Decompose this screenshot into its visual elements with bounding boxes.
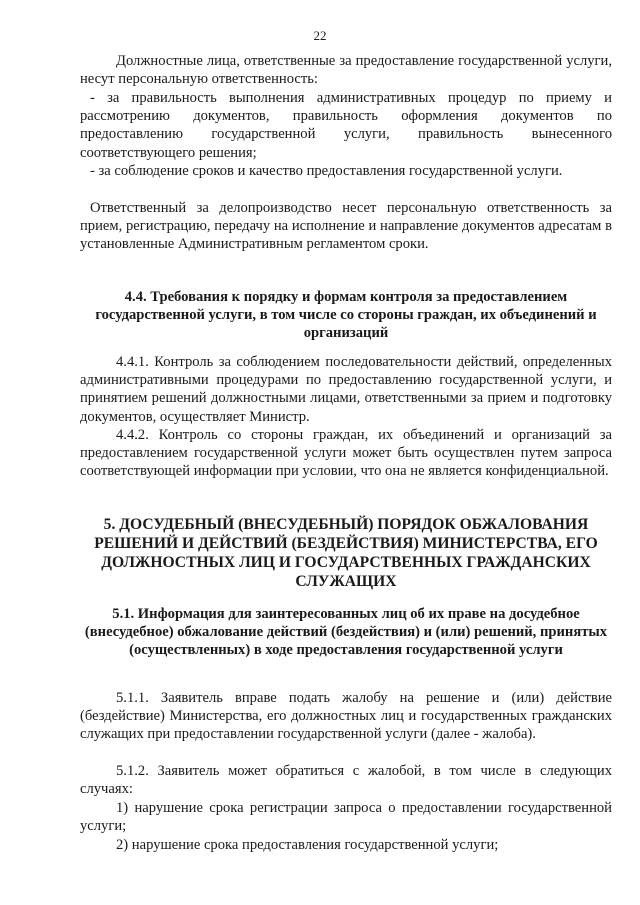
paragraph-5-1-1: 5.1.1. Заявитель вправе подать жалобу на решение и (или) действие (бездействие) Министерства, его должностных лиц и государственных гражданских служащих при предоставлении государственной услуги (далее - жалоба). [80, 690, 612, 743]
paragraph-5-1-2: 5.1.2. Заявитель может обратиться с жалобой, в том числе в следующих случаях: [80, 763, 612, 798]
paragraph-records-officer: Ответственный за делопроизводство несет персональную ответственность за прием, регистрацию, передачу на исполнение и направление документов адресатам в установленные Административным регламентом сроки. [80, 200, 612, 253]
list-item-1: 1) нарушение срока регистрации запроса о предоставлении государственной услуги; [80, 800, 612, 835]
heading-4-4: 4.4. Требования к порядку и формам контроля за предоставлением государственной услуги, в том числе со стороны граждан, их объединений и организаций [95, 289, 597, 342]
paragraph-deadlines: - за соблюдение сроков и качество предоставления государственной услуги. [90, 163, 563, 179]
paragraph-4-4-1: 4.4.1. Контроль за соблюдением последовательности действий, определенных административными процедурами по предоставлению государственной услуги, и принятием решений должностными лицами, ответственными за прием и подготовку документов, осуществляет Министр. [80, 354, 612, 425]
paragraph-procedures: - за правильность выполнения административных процедур по приему и рассмотрению документов, правильность оформления документов по предоставлению государственной услуги, правильность вынесенного соответствующего решения; [80, 90, 612, 161]
paragraph-4-4-2: 4.4.2. Контроль со стороны граждан, их объединений и организаций за предоставлением государственной услуги может быть осуществлен путем запроса соответствующей информации при условии, что она не является конфиденциальной. [80, 427, 612, 480]
page-number: 22 [313, 28, 327, 43]
paragraph-responsibility: Должностные лица, ответственные за предоставление государственной услуги, несут персональную ответственность: [80, 53, 612, 88]
heading-5: 5. ДОСУДЕБНЫЙ (ВНЕСУДЕБНЫЙ) ПОРЯДОК ОБЖАЛОВАНИЯ РЕШЕНИЙ И ДЕЙСТВИЙ (БЕЗДЕЙСТВИЯ) МИНИСТЕРСТВА, ЕГО ДОЛЖНОСТНЫХ ЛИЦ И ГОСУДАРСТВЕННЫХ ГРАЖДАНСКИХ СЛУЖАЩИХ [94, 516, 598, 590]
heading-5-1: 5.1. Информация для заинтересованных лиц об их праве на досудебное (внесудебное) обжалование действий (бездействия) и (или) решений, принятых (осуществленных) в ходе предоставления государственной услуги [84, 606, 608, 659]
list-item-2: 2) нарушение срока предоставления государственной услуги; [116, 837, 499, 853]
